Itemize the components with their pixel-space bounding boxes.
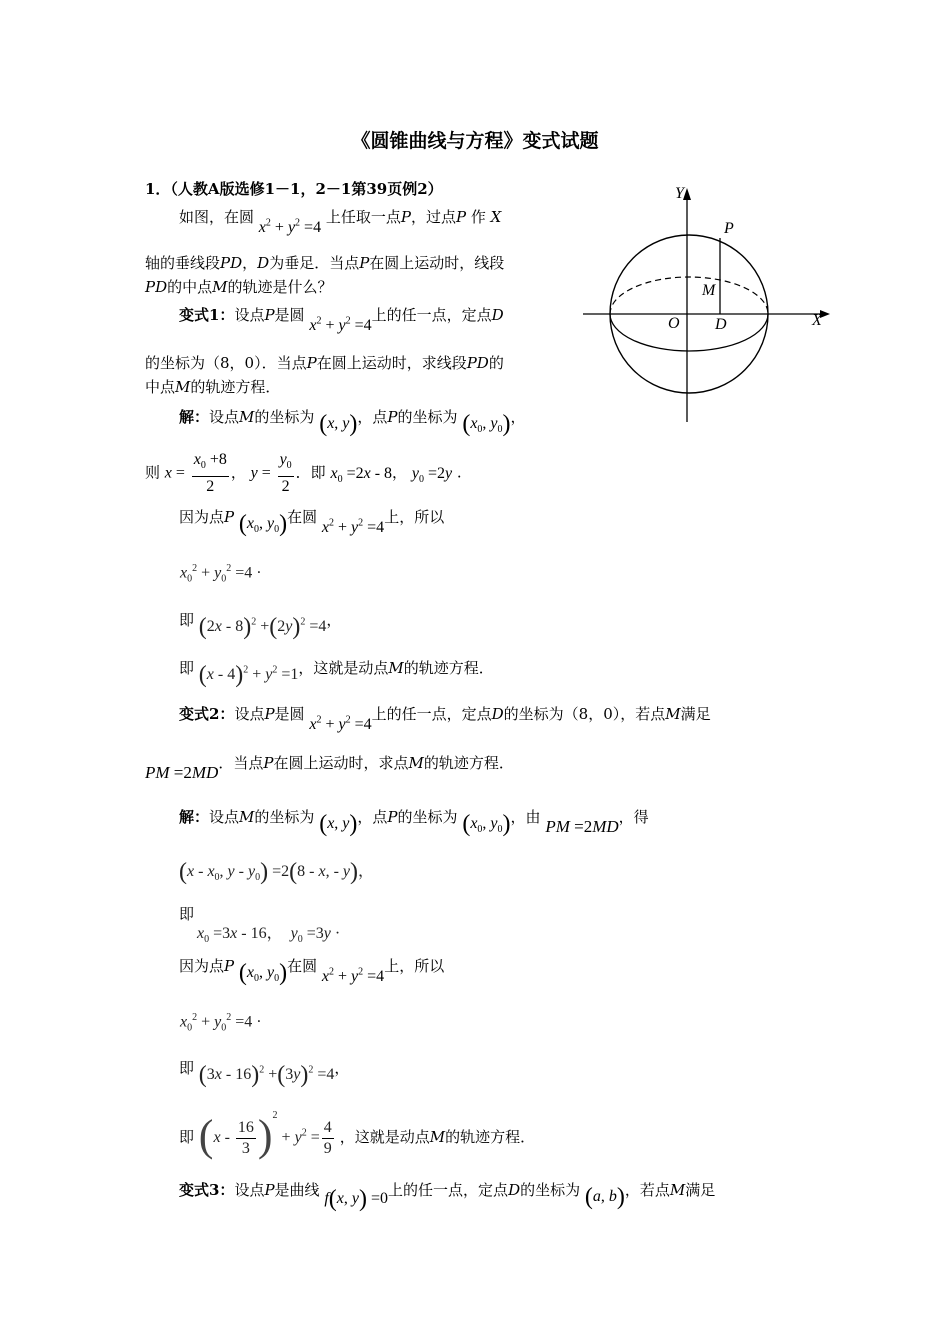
point-p-label: P	[724, 220, 734, 237]
variant2-because: 因为点P ($x_0$, $y_0$)在圆 $x^2 + y^2 =4$上，所以	[179, 957, 445, 986]
point-m-label: M	[702, 282, 716, 299]
variant1-eq1: $x_0^2 + y_0^2 =4$ ·	[180, 563, 262, 585]
variant1-line1: 变式1：设点P是圆 $x^2 + y^2 =4$上的任一点，定点D	[179, 306, 504, 334]
variant1-line2: 的坐标为（8，0）．当点P在圆上运动时，求线段PD的	[145, 354, 504, 372]
variant1-eq3: 即 $(x - 4)^2 + y^2 =1$，这就是动点M的轨迹方程．	[179, 659, 494, 688]
variant2-eq3: 即 (x - $\frac{16}{3}$ )$^2 + y^2$ = $\frac{4}{9}$ ，这就是动点M的轨迹方程．	[179, 1109, 536, 1160]
variant2-solution-line1: 解：设点M的坐标为 (x, y)，点P的坐标为 ($x_0$, $y_0$)，由 PM =2MD，得	[179, 808, 649, 837]
variant1-solution-line1: 解：设点M的坐标为 (x, y)，点P的坐标为 ($x_0$, $y_0$)，	[179, 408, 526, 437]
y-axis-label: Y	[675, 185, 684, 202]
origin-label: O	[668, 315, 680, 332]
problem1-line2: 轴的垂线段PD，D为垂足．当点P在圆上运动时，线段	[145, 254, 505, 272]
variant2-eq2: 即 $(3x - 16)^2 +(3y)^2 =4$，	[179, 1059, 350, 1088]
variant2-line1: 变式2：设点P是圆 $x^2 + y^2 =4$上的任一点，定点D的坐标为（8，0），若点M满足	[179, 705, 711, 733]
variant1-eq2: 即 $(2x - 8)^2 +(2y)^2 =4$，	[179, 611, 342, 640]
problem1-line3: PD的中点M的轨迹是什么？	[145, 278, 333, 296]
x-axis-label: X	[812, 312, 822, 329]
variant1-because: 因为点P ($x_0$, $y_0$)在圆 $x^2 + y^2 =4$上，所以	[179, 508, 445, 537]
variant2-subst: 即 $x_0 =3x - 16$， $y_0 =3y$ ·	[179, 905, 341, 946]
variant1-line3: 中点M的轨迹方程．	[145, 378, 281, 396]
ellipse-dashed-half	[610, 277, 768, 314]
variant2-line2: PM =2MD．当点P在圆上运动时，求点M的轨迹方程．	[145, 754, 514, 782]
point-d-label: D	[715, 316, 727, 333]
y-axis-arrow	[683, 188, 691, 200]
ellipse-solid-half	[610, 314, 768, 351]
page-title: 《圆锥曲线与方程》变式试题	[351, 130, 599, 152]
circle-figure	[578, 178, 838, 428]
variant1-then-line: 则 x = $\frac{x_0 +8}{2}$ ， y = $\frac{y_0}{2}$ ．即 $x_0 =2x - 8$， $y_0 =2y$ .	[145, 451, 462, 496]
variant2-vector-eq: ($x - x_0$, $y - y_0) =2(8 - x$, - y)，	[179, 859, 375, 885]
variant3-line1: 变式3：设点P是曲线 f(x, y) =0上的任一点，定点D的坐标为 (a, b)，若点M满足	[179, 1181, 716, 1212]
problem1-line1: 如图，在圆 $x^2 + y^2 =4$ 上任取一点P，过点P 作 X	[179, 208, 502, 236]
problem1-header: 1．（人教A版选修1－1，2－1第39页例2）	[145, 180, 443, 198]
variant2-eq1: $x_0^2 + y_0^2 =4$ ·	[180, 1012, 262, 1034]
